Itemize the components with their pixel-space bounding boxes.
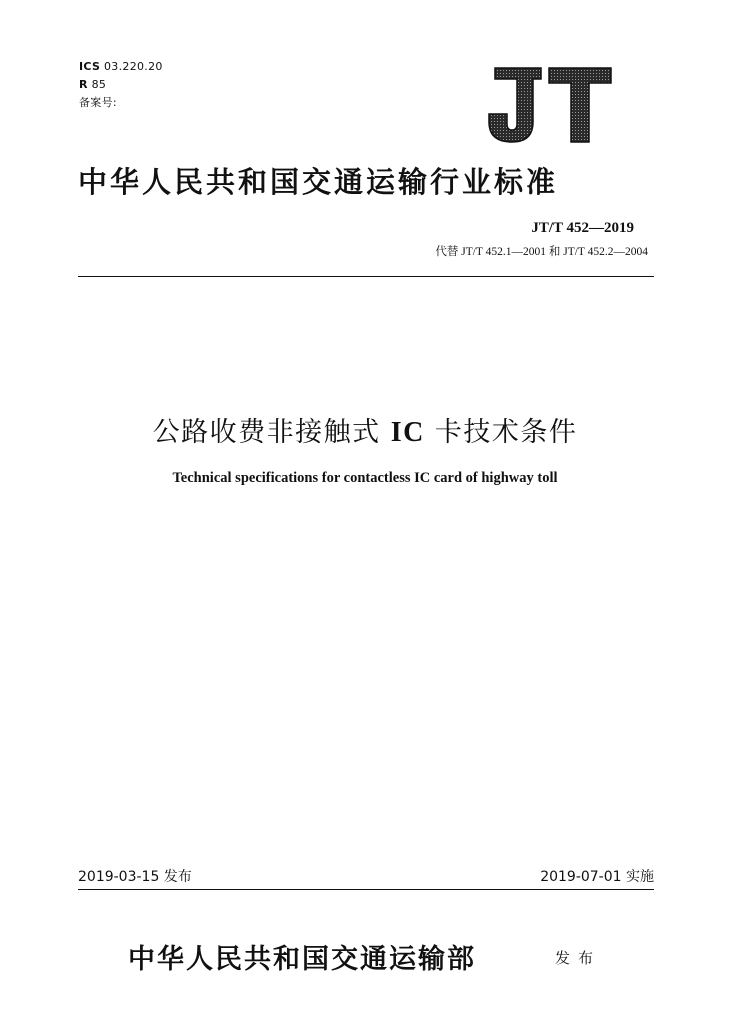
class-letter: R xyxy=(79,78,88,91)
standard-number: JT/T 452—2019 xyxy=(531,220,634,236)
standard-family-title: 中华人民共和国交通运输行业标准 xyxy=(78,165,559,199)
class-line xyxy=(79,76,163,94)
ics-line xyxy=(79,58,163,76)
bottom-divider xyxy=(78,889,654,890)
ics-code: 03.220.20 xyxy=(104,60,163,73)
title-cn-part2: 卡技术条件 xyxy=(434,417,578,448)
effective-date: 2019-07-01 实施 xyxy=(540,869,654,885)
top-divider xyxy=(78,276,654,277)
jt-logo xyxy=(481,66,615,144)
issue-date: 2019-03-15 发布 xyxy=(78,869,192,885)
document-title-en: Technical specifications for contactless IC card of highway toll xyxy=(172,470,558,486)
issuer-suffix: 发布 xyxy=(555,949,602,967)
ics-label: ICS xyxy=(79,60,101,73)
title-cn-part1: 公路收费非接触式 xyxy=(152,417,381,448)
document-title-cn xyxy=(0,410,730,449)
class-code: 85 xyxy=(91,78,107,91)
document-meta xyxy=(79,58,163,112)
replaces-note: 代替 JT/T 452.1—2001 和 JT/T 452.2—2004 xyxy=(435,246,648,258)
title-cn-ic: IC xyxy=(390,417,425,448)
issuer-name: 中华人民共和国交通运输部 xyxy=(128,944,476,975)
record-number-label: 备案号: xyxy=(79,96,117,109)
